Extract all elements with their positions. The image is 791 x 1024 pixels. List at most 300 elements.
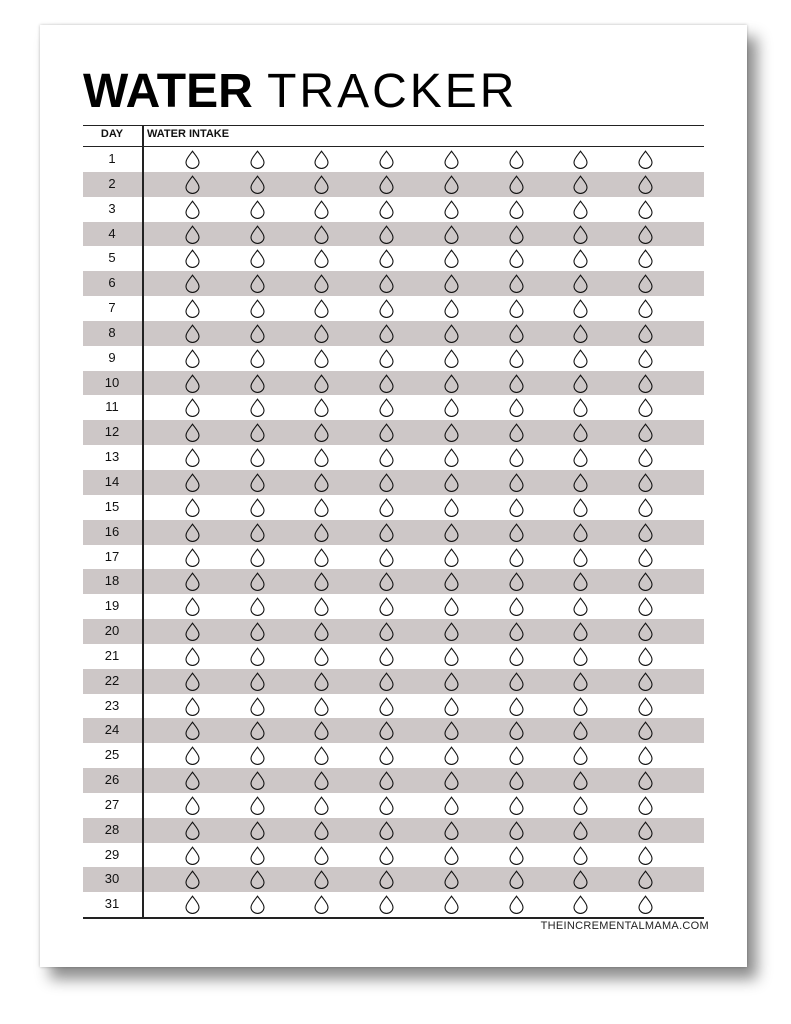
water-drop-icon[interactable] <box>508 200 525 219</box>
water-drop-icon[interactable] <box>249 846 266 865</box>
water-drop-icon[interactable] <box>572 150 589 169</box>
day-row <box>83 346 704 371</box>
water-drop-icon[interactable] <box>378 796 395 815</box>
water-drop-icon[interactable] <box>378 150 395 169</box>
day-row <box>83 743 704 768</box>
water-drop-icon[interactable] <box>637 672 654 691</box>
day-row <box>83 470 704 495</box>
water-drop-icon[interactable] <box>443 349 460 368</box>
water-drop-icon[interactable] <box>313 200 330 219</box>
water-drop-icon[interactable] <box>443 398 460 417</box>
day-number: 8 <box>108 324 116 340</box>
water-drop-icon[interactable] <box>313 349 330 368</box>
water-drop-icon[interactable] <box>508 870 525 889</box>
water-drop-icon[interactable] <box>184 771 201 790</box>
water-drop-icon[interactable] <box>443 473 460 492</box>
drop-group <box>83 395 704 420</box>
water-drop-icon[interactable] <box>249 821 266 840</box>
water-drop-icon[interactable] <box>443 771 460 790</box>
water-drop-icon[interactable] <box>249 548 266 567</box>
day-number: 13 <box>104 449 120 465</box>
water-drop-icon[interactable] <box>184 548 201 567</box>
drop-group <box>83 222 704 247</box>
water-drop-icon[interactable] <box>313 225 330 244</box>
water-drop-icon[interactable] <box>184 721 201 740</box>
water-drop-icon[interactable] <box>249 473 266 492</box>
water-drop-icon[interactable] <box>184 498 201 517</box>
water-drop-icon[interactable] <box>572 374 589 393</box>
water-drop-icon[interactable] <box>378 572 395 591</box>
day-number: 16 <box>104 523 120 539</box>
water-drop-icon[interactable] <box>637 523 654 542</box>
water-drop-icon[interactable] <box>184 200 201 219</box>
water-drop-icon[interactable] <box>637 175 654 194</box>
water-drop-icon[interactable] <box>313 523 330 542</box>
water-drop-icon[interactable] <box>508 771 525 790</box>
water-drop-icon[interactable] <box>443 324 460 343</box>
water-drop-icon[interactable] <box>508 448 525 467</box>
water-drop-icon[interactable] <box>184 846 201 865</box>
water-drop-icon[interactable] <box>184 398 201 417</box>
water-drop-icon[interactable] <box>313 895 330 914</box>
water-drop-icon[interactable] <box>313 672 330 691</box>
day-number: 3 <box>108 200 116 216</box>
water-drop-icon[interactable] <box>572 647 589 666</box>
water-drop-icon[interactable] <box>184 697 201 716</box>
water-drop-icon[interactable] <box>443 423 460 442</box>
water-drop-icon[interactable] <box>572 821 589 840</box>
water-drop-icon[interactable] <box>378 498 395 517</box>
day-number: 22 <box>104 672 120 688</box>
water-drop-icon[interactable] <box>313 498 330 517</box>
water-drop-icon[interactable] <box>184 572 201 591</box>
water-drop-icon[interactable] <box>249 299 266 318</box>
water-drop-icon[interactable] <box>508 572 525 591</box>
water-drop-icon[interactable] <box>313 324 330 343</box>
water-drop-icon[interactable] <box>572 746 589 765</box>
water-drop-icon[interactable] <box>508 622 525 641</box>
day-row <box>83 793 704 818</box>
water-drop-icon[interactable] <box>572 349 589 368</box>
water-drop-icon[interactable] <box>313 821 330 840</box>
water-drop-icon[interactable] <box>378 423 395 442</box>
water-drop-icon[interactable] <box>378 274 395 293</box>
water-drop-icon[interactable] <box>508 647 525 666</box>
water-drop-icon[interactable] <box>572 622 589 641</box>
water-drop-icon[interactable] <box>637 771 654 790</box>
drop-group <box>83 892 704 917</box>
water-drop-icon[interactable] <box>378 398 395 417</box>
water-drop-icon[interactable] <box>378 473 395 492</box>
water-drop-icon[interactable] <box>572 225 589 244</box>
water-drop-icon[interactable] <box>508 150 525 169</box>
day-row <box>83 818 704 843</box>
day-row <box>83 520 704 545</box>
water-drop-icon[interactable] <box>443 249 460 268</box>
day-number: 24 <box>104 722 120 738</box>
drop-group <box>83 520 704 545</box>
day-number: 2 <box>108 175 116 191</box>
day-row <box>83 147 704 172</box>
day-number: 20 <box>104 623 120 639</box>
water-drop-icon[interactable] <box>572 796 589 815</box>
day-number: 11 <box>105 399 119 415</box>
drop-group <box>83 346 704 371</box>
water-drop-icon[interactable] <box>313 622 330 641</box>
water-drop-icon[interactable] <box>313 846 330 865</box>
water-drop-icon[interactable] <box>637 697 654 716</box>
water-drop-icon[interactable] <box>443 846 460 865</box>
water-drop-icon[interactable] <box>184 672 201 691</box>
water-drop-icon[interactable] <box>508 746 525 765</box>
water-drop-icon[interactable] <box>572 448 589 467</box>
water-drop-icon[interactable] <box>572 249 589 268</box>
water-drop-icon[interactable] <box>313 473 330 492</box>
water-drop-icon[interactable] <box>249 697 266 716</box>
water-drop-icon[interactable] <box>443 821 460 840</box>
day-row <box>83 867 704 892</box>
water-drop-icon[interactable] <box>313 697 330 716</box>
water-drop-icon[interactable] <box>637 448 654 467</box>
water-drop-icon[interactable] <box>508 398 525 417</box>
water-drop-icon[interactable] <box>249 448 266 467</box>
water-drop-icon[interactable] <box>249 721 266 740</box>
water-drop-icon[interactable] <box>249 150 266 169</box>
water-drop-icon[interactable] <box>184 746 201 765</box>
water-drop-icon[interactable] <box>378 721 395 740</box>
water-drop-icon[interactable] <box>572 274 589 293</box>
water-drop-icon[interactable] <box>443 721 460 740</box>
water-drop-icon[interactable] <box>184 299 201 318</box>
water-drop-icon[interactable] <box>637 423 654 442</box>
water-drop-icon[interactable] <box>508 895 525 914</box>
title-light: TRACKER <box>267 65 518 118</box>
water-drop-icon[interactable] <box>637 572 654 591</box>
water-drop-icon[interactable] <box>572 672 589 691</box>
water-drop-icon[interactable] <box>508 498 525 517</box>
water-drop-icon[interactable] <box>378 771 395 790</box>
water-drop-icon[interactable] <box>184 175 201 194</box>
water-drop-icon[interactable] <box>508 324 525 343</box>
water-drop-icon[interactable] <box>378 523 395 542</box>
water-drop-icon[interactable] <box>378 200 395 219</box>
water-drop-icon[interactable] <box>443 200 460 219</box>
water-drop-icon[interactable] <box>637 895 654 914</box>
water-drop-icon[interactable] <box>378 249 395 268</box>
water-drop-icon[interactable] <box>313 647 330 666</box>
water-drop-icon[interactable] <box>508 473 525 492</box>
water-drop-icon[interactable] <box>313 374 330 393</box>
water-drop-icon[interactable] <box>378 548 395 567</box>
day-row <box>83 445 704 470</box>
water-drop-icon[interactable] <box>249 225 266 244</box>
drop-group <box>83 644 704 669</box>
water-drop-icon[interactable] <box>378 349 395 368</box>
day-row <box>83 843 704 868</box>
water-drop-icon[interactable] <box>508 175 525 194</box>
water-drop-icon[interactable] <box>184 274 201 293</box>
water-drop-icon[interactable] <box>572 572 589 591</box>
water-drop-icon[interactable] <box>249 771 266 790</box>
water-drop-icon[interactable] <box>508 249 525 268</box>
water-drop-icon[interactable] <box>572 870 589 889</box>
water-drop-icon[interactable] <box>313 175 330 194</box>
water-drop-icon[interactable] <box>637 374 654 393</box>
water-drop-icon[interactable] <box>508 523 525 542</box>
water-drop-icon[interactable] <box>508 423 525 442</box>
water-drop-icon[interactable] <box>249 374 266 393</box>
drop-group <box>83 296 704 321</box>
day-number: 26 <box>104 772 120 788</box>
water-drop-icon[interactable] <box>249 423 266 442</box>
drop-group <box>83 371 704 396</box>
water-drop-icon[interactable] <box>184 473 201 492</box>
water-drop-icon[interactable] <box>443 175 460 194</box>
water-drop-icon[interactable] <box>184 423 201 442</box>
water-drop-icon[interactable] <box>249 572 266 591</box>
water-drop-icon[interactable] <box>313 771 330 790</box>
water-drop-icon[interactable] <box>313 423 330 442</box>
water-drop-icon[interactable] <box>572 697 589 716</box>
water-drop-icon[interactable] <box>313 299 330 318</box>
day-number: 12 <box>104 424 120 440</box>
water-drop-icon[interactable] <box>378 324 395 343</box>
water-drop-icon[interactable] <box>249 175 266 194</box>
water-drop-icon[interactable] <box>572 398 589 417</box>
water-drop-icon[interactable] <box>637 498 654 517</box>
water-drop-icon[interactable] <box>443 895 460 914</box>
water-drop-icon[interactable] <box>249 870 266 889</box>
day-row <box>83 395 704 420</box>
water-drop-icon[interactable] <box>249 597 266 616</box>
water-drop-icon[interactable] <box>508 597 525 616</box>
water-drop-icon[interactable] <box>249 647 266 666</box>
water-drop-icon[interactable] <box>443 796 460 815</box>
water-drop-icon[interactable] <box>184 622 201 641</box>
water-drop-icon[interactable] <box>508 672 525 691</box>
water-drop-icon[interactable] <box>249 796 266 815</box>
water-drop-icon[interactable] <box>443 697 460 716</box>
water-drop-icon[interactable] <box>313 721 330 740</box>
water-drop-icon[interactable] <box>249 746 266 765</box>
water-drop-icon[interactable] <box>313 249 330 268</box>
water-drop-icon[interactable] <box>249 398 266 417</box>
drop-group <box>83 694 704 719</box>
water-drop-icon[interactable] <box>184 597 201 616</box>
water-drop-icon[interactable] <box>184 523 201 542</box>
water-drop-icon[interactable] <box>443 672 460 691</box>
water-drop-icon[interactable] <box>572 473 589 492</box>
water-drop-icon[interactable] <box>637 398 654 417</box>
water-drop-icon[interactable] <box>572 324 589 343</box>
water-drop-icon[interactable] <box>184 374 201 393</box>
water-drop-icon[interactable] <box>313 548 330 567</box>
water-drop-icon[interactable] <box>637 597 654 616</box>
water-drop-icon[interactable] <box>378 821 395 840</box>
day-row <box>83 246 704 271</box>
water-drop-icon[interactable] <box>637 796 654 815</box>
water-drop-icon[interactable] <box>637 821 654 840</box>
water-drop-icon[interactable] <box>637 349 654 368</box>
water-drop-icon[interactable] <box>508 274 525 293</box>
water-drop-icon[interactable] <box>508 548 525 567</box>
water-drop-icon[interactable] <box>249 200 266 219</box>
day-number: 19 <box>104 598 120 614</box>
water-drop-icon[interactable] <box>637 473 654 492</box>
water-drop-icon[interactable] <box>572 299 589 318</box>
water-drop-icon[interactable] <box>637 647 654 666</box>
water-drop-icon[interactable] <box>184 821 201 840</box>
water-drop-icon[interactable] <box>637 274 654 293</box>
water-drop-icon[interactable] <box>249 349 266 368</box>
water-drop-icon[interactable] <box>637 225 654 244</box>
water-drop-icon[interactable] <box>249 249 266 268</box>
water-drop-icon[interactable] <box>378 672 395 691</box>
water-drop-icon[interactable] <box>378 175 395 194</box>
drop-group <box>83 271 704 296</box>
water-drop-icon[interactable] <box>443 597 460 616</box>
drop-group <box>83 495 704 520</box>
water-drop-icon[interactable] <box>378 597 395 616</box>
water-drop-icon[interactable] <box>378 846 395 865</box>
water-drop-icon[interactable] <box>249 274 266 293</box>
water-drop-icon[interactable] <box>249 672 266 691</box>
water-drop-icon[interactable] <box>313 796 330 815</box>
day-number: 6 <box>108 275 116 291</box>
water-drop-icon[interactable] <box>572 895 589 914</box>
water-drop-icon[interactable] <box>378 225 395 244</box>
day-row <box>83 321 704 346</box>
water-drop-icon[interactable] <box>378 746 395 765</box>
water-drop-icon[interactable] <box>572 846 589 865</box>
water-drop-icon[interactable] <box>572 175 589 194</box>
water-drop-icon[interactable] <box>184 150 201 169</box>
water-drop-icon[interactable] <box>184 349 201 368</box>
water-drop-icon[interactable] <box>443 647 460 666</box>
drop-group <box>83 669 704 694</box>
water-drop-icon[interactable] <box>637 200 654 219</box>
water-drop-icon[interactable] <box>637 721 654 740</box>
day-row <box>83 768 704 793</box>
water-drop-icon[interactable] <box>637 150 654 169</box>
water-drop-icon[interactable] <box>508 846 525 865</box>
water-drop-icon[interactable] <box>313 870 330 889</box>
day-row <box>83 669 704 694</box>
tracker-rows <box>83 147 704 917</box>
water-drop-icon[interactable] <box>572 523 589 542</box>
water-intake-column-header: WATER INTAKE <box>147 128 230 140</box>
water-drop-icon[interactable] <box>443 548 460 567</box>
water-drop-icon[interactable] <box>508 796 525 815</box>
water-drop-icon[interactable] <box>443 374 460 393</box>
water-drop-icon[interactable] <box>508 225 525 244</box>
water-drop-icon[interactable] <box>378 647 395 666</box>
table-bottom-rule <box>83 917 704 919</box>
water-drop-icon[interactable] <box>572 771 589 790</box>
water-drop-icon[interactable] <box>443 274 460 293</box>
water-drop-icon[interactable] <box>249 498 266 517</box>
water-drop-icon[interactable] <box>637 548 654 567</box>
water-drop-icon[interactable] <box>249 895 266 914</box>
drop-group <box>83 768 704 793</box>
water-drop-icon[interactable] <box>572 721 589 740</box>
water-drop-icon[interactable] <box>184 870 201 889</box>
water-drop-icon[interactable] <box>313 398 330 417</box>
water-drop-icon[interactable] <box>443 870 460 889</box>
water-drop-icon[interactable] <box>184 448 201 467</box>
water-drop-icon[interactable] <box>313 448 330 467</box>
water-drop-icon[interactable] <box>184 796 201 815</box>
water-drop-icon[interactable] <box>443 225 460 244</box>
water-drop-icon[interactable] <box>378 697 395 716</box>
water-drop-icon[interactable] <box>184 225 201 244</box>
water-drop-icon[interactable] <box>508 697 525 716</box>
water-drop-icon[interactable] <box>508 374 525 393</box>
water-drop-icon[interactable] <box>637 324 654 343</box>
water-drop-icon[interactable] <box>508 821 525 840</box>
water-drop-icon[interactable] <box>508 349 525 368</box>
water-drop-icon[interactable] <box>443 622 460 641</box>
water-drop-icon[interactable] <box>249 523 266 542</box>
water-drop-icon[interactable] <box>249 324 266 343</box>
water-drop-icon[interactable] <box>637 249 654 268</box>
water-drop-icon[interactable] <box>572 597 589 616</box>
water-drop-icon[interactable] <box>378 895 395 914</box>
water-drop-icon[interactable] <box>443 448 460 467</box>
water-drop-icon[interactable] <box>637 846 654 865</box>
water-drop-icon[interactable] <box>637 622 654 641</box>
water-drop-icon[interactable] <box>443 150 460 169</box>
water-drop-icon[interactable] <box>313 274 330 293</box>
day-row <box>83 172 704 197</box>
water-drop-icon[interactable] <box>378 870 395 889</box>
water-drop-icon[interactable] <box>443 572 460 591</box>
water-drop-icon[interactable] <box>508 299 525 318</box>
water-drop-icon[interactable] <box>378 299 395 318</box>
water-drop-icon[interactable] <box>443 498 460 517</box>
water-drop-icon[interactable] <box>184 249 201 268</box>
water-drop-icon[interactable] <box>637 870 654 889</box>
title-bold: WATER <box>83 65 253 118</box>
water-drop-icon[interactable] <box>443 746 460 765</box>
water-drop-icon[interactable] <box>378 622 395 641</box>
water-drop-icon[interactable] <box>184 647 201 666</box>
water-drop-icon[interactable] <box>443 523 460 542</box>
water-drop-icon[interactable] <box>508 721 525 740</box>
water-drop-icon[interactable] <box>572 498 589 517</box>
water-drop-icon[interactable] <box>313 572 330 591</box>
water-drop-icon[interactable] <box>637 746 654 765</box>
drop-group <box>83 793 704 818</box>
water-drop-icon[interactable] <box>184 324 201 343</box>
water-drop-icon[interactable] <box>378 374 395 393</box>
water-drop-icon[interactable] <box>378 448 395 467</box>
water-drop-icon[interactable] <box>572 548 589 567</box>
water-drop-icon[interactable] <box>313 150 330 169</box>
water-drop-icon[interactable] <box>572 200 589 219</box>
day-number: 4 <box>108 225 116 241</box>
day-row <box>83 644 704 669</box>
drop-group <box>83 545 704 570</box>
water-drop-icon[interactable] <box>443 299 460 318</box>
water-drop-icon[interactable] <box>637 299 654 318</box>
water-drop-icon[interactable] <box>184 895 201 914</box>
water-drop-icon[interactable] <box>249 622 266 641</box>
day-row <box>83 420 704 445</box>
water-drop-icon[interactable] <box>313 746 330 765</box>
water-drop-icon[interactable] <box>313 597 330 616</box>
water-drop-icon[interactable] <box>572 423 589 442</box>
